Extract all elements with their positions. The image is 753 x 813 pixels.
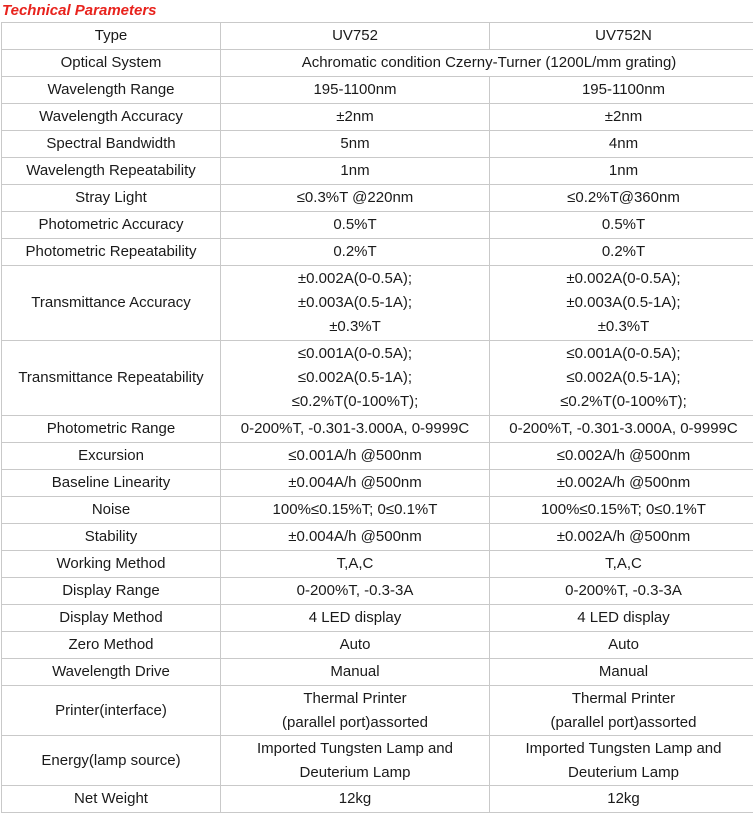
value-line: Thermal Printer (492, 687, 753, 711)
parameter-value-uv752 (221, 497, 490, 524)
parameter-value-uv752 (221, 77, 490, 104)
parameter-value-uv752 (221, 470, 490, 497)
table-row (2, 104, 753, 131)
table-row (2, 131, 753, 158)
parameter-value-uv752 (221, 551, 490, 578)
parameter-value-uv752n (490, 736, 753, 786)
value-line: ±2nm (492, 105, 753, 129)
parameter-label: Baseline Linearity (2, 470, 221, 497)
parameter-value-uv752n (490, 158, 753, 185)
table-row (2, 266, 753, 341)
value-line: (parallel port)assorted (223, 711, 487, 735)
header-model-uv752n: UV752N (490, 23, 753, 50)
value-line: ≤0.001A/h @500nm (223, 444, 487, 468)
parameter-value-uv752 (221, 578, 490, 605)
parameter-value-uv752n (490, 578, 753, 605)
parameter-value-uv752n (490, 551, 753, 578)
value-line: ≤0.001A(0-0.5A); (223, 342, 487, 366)
value-line: Imported Tungsten Lamp and (492, 737, 753, 761)
table-row (2, 524, 753, 551)
value-line: Thermal Printer (223, 687, 487, 711)
value-line: (parallel port)assorted (492, 711, 753, 735)
parameter-label: Photometric Accuracy (2, 212, 221, 239)
value-line: 4 LED display (223, 606, 487, 630)
table-row (2, 212, 753, 239)
parameter-label: Wavelength Repeatability (2, 158, 221, 185)
value-line: 0.2%T (223, 240, 487, 264)
parameter-value-uv752 (221, 524, 490, 551)
parameter-value-uv752n (490, 470, 753, 497)
parameter-label: Excursion (2, 443, 221, 470)
value-line: ±0.004A/h @500nm (223, 525, 487, 549)
value-line: 195-1100nm (223, 78, 487, 102)
value-line: ±0.004A/h @500nm (223, 471, 487, 495)
table-row (2, 786, 753, 813)
value-line: Manual (223, 660, 487, 684)
value-line: T,A,C (223, 552, 487, 576)
parameter-value-uv752n (490, 659, 753, 686)
table-row (2, 605, 753, 632)
parameter-value-uv752 (221, 104, 490, 131)
table-row (2, 736, 753, 786)
table-row (2, 497, 753, 524)
value-line: T,A,C (492, 552, 753, 576)
parameter-label: Wavelength Range (2, 77, 221, 104)
table-row (2, 470, 753, 497)
table-row (2, 686, 753, 736)
parameter-value-shared: Achromatic condition Czerny-Turner (1200L/mm grating) (221, 50, 753, 77)
parameter-value-uv752n (490, 605, 753, 632)
parameter-value-uv752 (221, 158, 490, 185)
value-line: Auto (492, 633, 753, 657)
table-row (2, 185, 753, 212)
parameter-label: Wavelength Accuracy (2, 104, 221, 131)
value-line: ±0.002A/h @500nm (492, 471, 753, 495)
value-line: 4nm (492, 132, 753, 156)
value-line: ±0.002A(0-0.5A); (223, 267, 487, 291)
table-row (2, 443, 753, 470)
value-line: 1nm (492, 159, 753, 183)
value-line: ≤0.001A(0-0.5A); (492, 342, 753, 366)
value-line: ±0.3%T (223, 315, 487, 339)
parameter-label: Net Weight (2, 786, 221, 813)
value-line: 0-200%T, -0.301-3.000A, 0-9999C (492, 417, 753, 441)
parameter-value-uv752 (221, 605, 490, 632)
table-row (2, 416, 753, 443)
value-line: ≤0.002A(0.5-1A); (492, 366, 753, 390)
parameter-label: Noise (2, 497, 221, 524)
parameter-value-uv752 (221, 239, 490, 266)
value-line: 0-200%T, -0.3-3A (223, 579, 487, 603)
table-row (2, 578, 753, 605)
parameter-value-uv752n (490, 632, 753, 659)
parameter-value-uv752 (221, 659, 490, 686)
value-line: Deuterium Lamp (223, 761, 487, 785)
value-line: ≤0.2%T(0-100%T); (492, 390, 753, 414)
parameter-value-uv752 (221, 341, 490, 416)
value-line: 1nm (223, 159, 487, 183)
parameter-value-uv752n (490, 686, 753, 736)
value-line: Deuterium Lamp (492, 761, 753, 785)
parameter-value-uv752 (221, 736, 490, 786)
parameters-table-body (2, 23, 753, 813)
value-line: ≤0.002A/h @500nm (492, 444, 753, 468)
parameter-value-uv752n (490, 443, 753, 470)
parameter-label: Stray Light (2, 185, 221, 212)
parameter-value-uv752n (490, 131, 753, 158)
parameter-label: Photometric Range (2, 416, 221, 443)
table-row (2, 659, 753, 686)
value-line: Manual (492, 660, 753, 684)
parameter-value-uv752n (490, 77, 753, 104)
value-line: ≤0.2%T(0-100%T); (223, 390, 487, 414)
parameter-value-uv752 (221, 212, 490, 239)
header-model-uv752: UV752 (221, 23, 490, 50)
value-line: 4 LED display (492, 606, 753, 630)
table-row (2, 341, 753, 416)
value-line: 12kg (492, 787, 753, 811)
section-title: Technical Parameters (0, 0, 753, 22)
parameter-value-uv752n (490, 341, 753, 416)
parameter-value-uv752n (490, 185, 753, 212)
parameter-label: Photometric Repeatability (2, 239, 221, 266)
table-header-row (2, 23, 753, 50)
table-row (2, 50, 753, 77)
parameter-value-uv752 (221, 632, 490, 659)
parameter-value-uv752n (490, 524, 753, 551)
parameter-label: Stability (2, 524, 221, 551)
value-line: 100%≤0.15%T; 0≤0.1%T (223, 498, 487, 522)
parameter-value-uv752 (221, 786, 490, 813)
value-line: 5nm (223, 132, 487, 156)
value-line: ±0.003A(0.5-1A); (223, 291, 487, 315)
value-line: ≤0.002A(0.5-1A); (223, 366, 487, 390)
parameter-label: Display Method (2, 605, 221, 632)
parameters-table (1, 22, 753, 813)
parameter-value-uv752n (490, 266, 753, 341)
table-row (2, 632, 753, 659)
value-line: ±0.002A(0-0.5A); (492, 267, 753, 291)
parameter-label: Zero Method (2, 632, 221, 659)
value-line: 12kg (223, 787, 487, 811)
parameter-label: Wavelength Drive (2, 659, 221, 686)
parameter-value-uv752 (221, 686, 490, 736)
parameter-value-uv752 (221, 416, 490, 443)
value-line: 0.5%T (223, 213, 487, 237)
value-line: ±0.3%T (492, 315, 753, 339)
parameter-label: Printer(interface) (2, 686, 221, 736)
parameter-value-uv752 (221, 185, 490, 212)
table-row (2, 77, 753, 104)
value-line: ±0.002A/h @500nm (492, 525, 753, 549)
value-line: ≤0.2%T@360nm (492, 186, 753, 210)
value-line: Imported Tungsten Lamp and (223, 737, 487, 761)
parameter-label: Spectral Bandwidth (2, 131, 221, 158)
value-line: 0.2%T (492, 240, 753, 264)
value-line: 0.5%T (492, 213, 753, 237)
parameter-label: Energy(lamp source) (2, 736, 221, 786)
value-line: ±0.003A(0.5-1A); (492, 291, 753, 315)
parameter-value-uv752 (221, 266, 490, 341)
parameter-label: Optical System (2, 50, 221, 77)
table-row (2, 239, 753, 266)
parameter-value-uv752n (490, 497, 753, 524)
value-line: 0-200%T, -0.301-3.000A, 0-9999C (223, 417, 487, 441)
parameter-label: Working Method (2, 551, 221, 578)
parameter-value-uv752n (490, 104, 753, 131)
parameter-value-uv752n (490, 416, 753, 443)
value-line: 195-1100nm (492, 78, 753, 102)
parameter-label: Transmittance Repeatability (2, 341, 221, 416)
header-type-label: Type (2, 23, 221, 50)
parameter-value-uv752 (221, 131, 490, 158)
parameter-value-uv752n (490, 239, 753, 266)
table-row (2, 551, 753, 578)
parameter-value-uv752n (490, 212, 753, 239)
parameter-value-uv752n (490, 786, 753, 813)
value-line: 0-200%T, -0.3-3A (492, 579, 753, 603)
value-line: Auto (223, 633, 487, 657)
parameter-value-uv752 (221, 443, 490, 470)
parameter-label: Transmittance Accuracy (2, 266, 221, 341)
table-row (2, 158, 753, 185)
value-line: ±2nm (223, 105, 487, 129)
value-line: 100%≤0.15%T; 0≤0.1%T (492, 498, 753, 522)
parameter-label: Display Range (2, 578, 221, 605)
value-line: ≤0.3%T @220nm (223, 186, 487, 210)
